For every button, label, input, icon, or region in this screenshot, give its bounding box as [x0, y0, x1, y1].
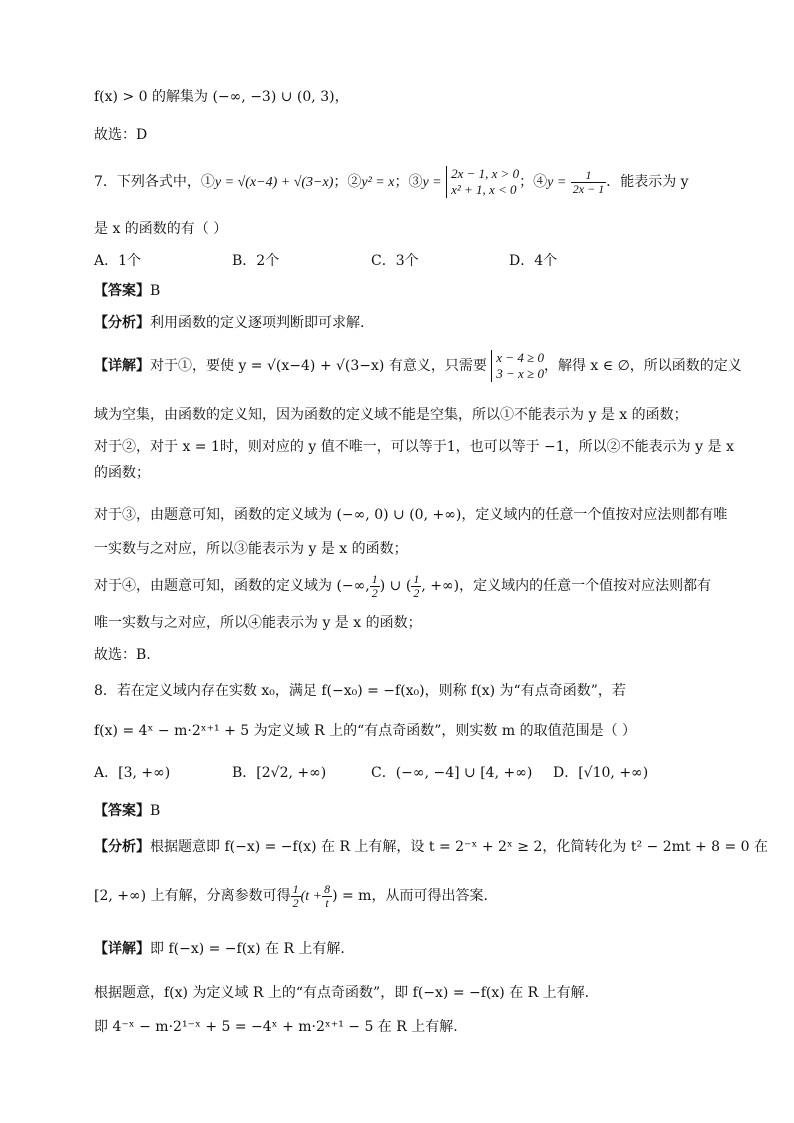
q7-fraction [571, 169, 606, 196]
q8-option-d: D．[√10, +∞) [553, 765, 649, 781]
piecewise-top: 2x − 1, x > 0 [451, 166, 520, 181]
q7-detail-6: 一实数与之对应，所以③能表示为 y 是 x 的函数； [94, 541, 408, 557]
eight-over-t-fraction [322, 883, 332, 910]
q7-prefix: 7．下列各式中，① [94, 174, 215, 190]
detail-tag: 【详解】 [94, 358, 150, 374]
q7-equation-3-lhs: y = [422, 175, 442, 190]
half-denominator-1: 2 [371, 585, 378, 600]
answer-tag-8: 【答案】 [94, 803, 150, 819]
half-fraction-1 [370, 573, 380, 600]
one-half-numerator: 1 [292, 881, 299, 896]
piecewise-bottom: x² + 1, x < 0 [451, 182, 517, 197]
analysis-2-mid: (t + [300, 889, 323, 904]
inequality-bottom: 3 − x ≥ 0 [496, 366, 544, 381]
detail-text-a: 对于①，要使 y = √(x−4) + √(3−x) 有意义，只需要 [150, 358, 487, 374]
fraction-numerator: 1 [571, 169, 606, 183]
q8-option-a: A．[3, +∞) [94, 765, 171, 781]
half-fraction-2 [411, 573, 421, 600]
detail-7-text-c: , +∞)，定义域内的任意一个值按对应法则都有 [421, 578, 712, 594]
q7-piecewise-system [446, 166, 519, 198]
q8-detail-2: 根据题意，f(x) 为定义域 R 上的“有点奇函数”，即 f(−x) = −f(x) 在 R 上有解. [94, 985, 590, 1001]
q7-equation-2: y² = x [361, 175, 395, 190]
eight-numerator: 8 [324, 881, 331, 896]
detail-text-8: 即 f(−x) = −f(x) 在 R 上有解. [150, 941, 345, 957]
one-half-fraction [291, 883, 301, 910]
q7-separator-1: ；② [333, 174, 362, 190]
detail-7-text-b: ) ∪ ( [379, 578, 412, 594]
half-denominator-2: 2 [413, 585, 420, 600]
q7-detail-7 [94, 568, 734, 604]
q7-detail-8: 唯一实数与之对应，所以④能表示为 y 是 x 的函数； [94, 615, 422, 631]
question-8-stem-1: 8．若在定义域内存在实数 x₀，满足 f(−x₀) = −f(x₀)，则称 f(x) 为“有点奇函数”，若 [94, 683, 626, 699]
q7-analysis [94, 312, 734, 334]
q8-analysis-1 [94, 836, 769, 858]
detail-7-text-a: 对于④，由题意可知，函数的定义域为 (−∞, [94, 578, 370, 594]
q7-option-b: B．2个 [232, 253, 280, 269]
question-7-stem-end: 是 x 的函数的有（ ） [94, 221, 228, 237]
analysis-text: 利用函数的定义逐项判断即可求解. [150, 315, 365, 331]
q7-equation-1: y = √(x−4) + √(3−x) [214, 175, 334, 190]
solution-interval-line: f(x) > 0 的解集为 (−∞, −3) ∪ (0, 3)， [94, 89, 349, 105]
q7-option-c: C．3个 [371, 253, 419, 269]
inequality-top: x − 4 ≥ 0 [496, 350, 544, 365]
q7-detail-5: 对于③，由题意可知，函数的定义域为 (−∞, 0) ∪ (0, +∞)，定义域内的任意一个值按对应法则都有唯 [94, 507, 728, 523]
q7-option-a: A．1个 [94, 253, 142, 269]
analysis-text-8: 根据题意即 f(−x) = −f(x) 在 R 上有解，设 t = 2⁻ˣ + 2ˣ ≥ 2，化简转化为 t² − 2mt + 8 = 0 在 [150, 839, 769, 855]
answer-tag: 【答案】 [94, 283, 150, 299]
q8-option-c: C．(−∞, −4] ∪ [4, +∞) [371, 765, 533, 781]
q7-separator-3: ；④ [519, 174, 548, 190]
t-denominator: t [325, 895, 329, 910]
question-7-stem [94, 162, 734, 202]
choice-line: 故选：D [94, 127, 148, 143]
q7-answer [94, 280, 734, 302]
answer-value: B [150, 283, 161, 299]
q7-detail-2: 域为空集，由函数的定义知，因为函数的定义域不能是空集，所以①不能表示为 y 是 x 的函数； [94, 407, 688, 423]
detail-text-b: ，解得 x ∈ ∅，所以函数的定义 [543, 358, 742, 374]
q8-analysis-2 [94, 876, 734, 916]
fraction-denominator: 2x − 1 [572, 181, 605, 196]
analysis-2-text-b: ) = m，从而可得出答案. [332, 888, 488, 904]
answer-value-8: B [150, 803, 161, 819]
q7-conclusion: 故选：B. [94, 647, 151, 663]
half-numerator-1: 1 [371, 571, 378, 586]
q7-detail-3: 对于②，对于 x = 1时，则对应的 y 值不唯一，可以等于1，也可以等于 −1，所以②不能表示为 y 是 x [94, 439, 734, 455]
q7-detail-1 [94, 346, 742, 386]
analysis-2-text-a: [2, +∞) 上有解，分离参数可得 [94, 888, 291, 904]
one-half-denominator: 2 [292, 895, 299, 910]
detail-tag-8: 【详解】 [94, 941, 150, 957]
q7-option-d: D．4个 [509, 253, 558, 269]
q8-option-b: B．[2√2, +∞) [232, 765, 327, 781]
half-numerator-2: 1 [413, 571, 420, 586]
domain-inequality-system [491, 350, 544, 382]
analysis-tag: 【分析】 [94, 315, 150, 331]
analysis-tag-8: 【分析】 [94, 839, 150, 855]
q8-detail-3: 即 4⁻ˣ − m·2¹⁻ˣ + 5 = −4ˣ + m·2ˣ⁺¹ − 5 在 R 上有解. [94, 1019, 458, 1035]
question-8-stem-2: f(x) = 4ˣ − m·2ˣ⁺¹ + 5 为定义域 R 上的“有点奇函数”，则实数 m 的取值范围是（ ） [94, 723, 637, 739]
q7-detail-4: 的函数； [94, 465, 150, 481]
q8-answer [94, 800, 734, 822]
q7-equation-4-lhs: y = [547, 175, 567, 190]
q7-separator-2: ；③ [394, 174, 423, 190]
q8-detail-1 [94, 938, 734, 960]
q7-tail: ．能表示为 y [606, 174, 689, 190]
